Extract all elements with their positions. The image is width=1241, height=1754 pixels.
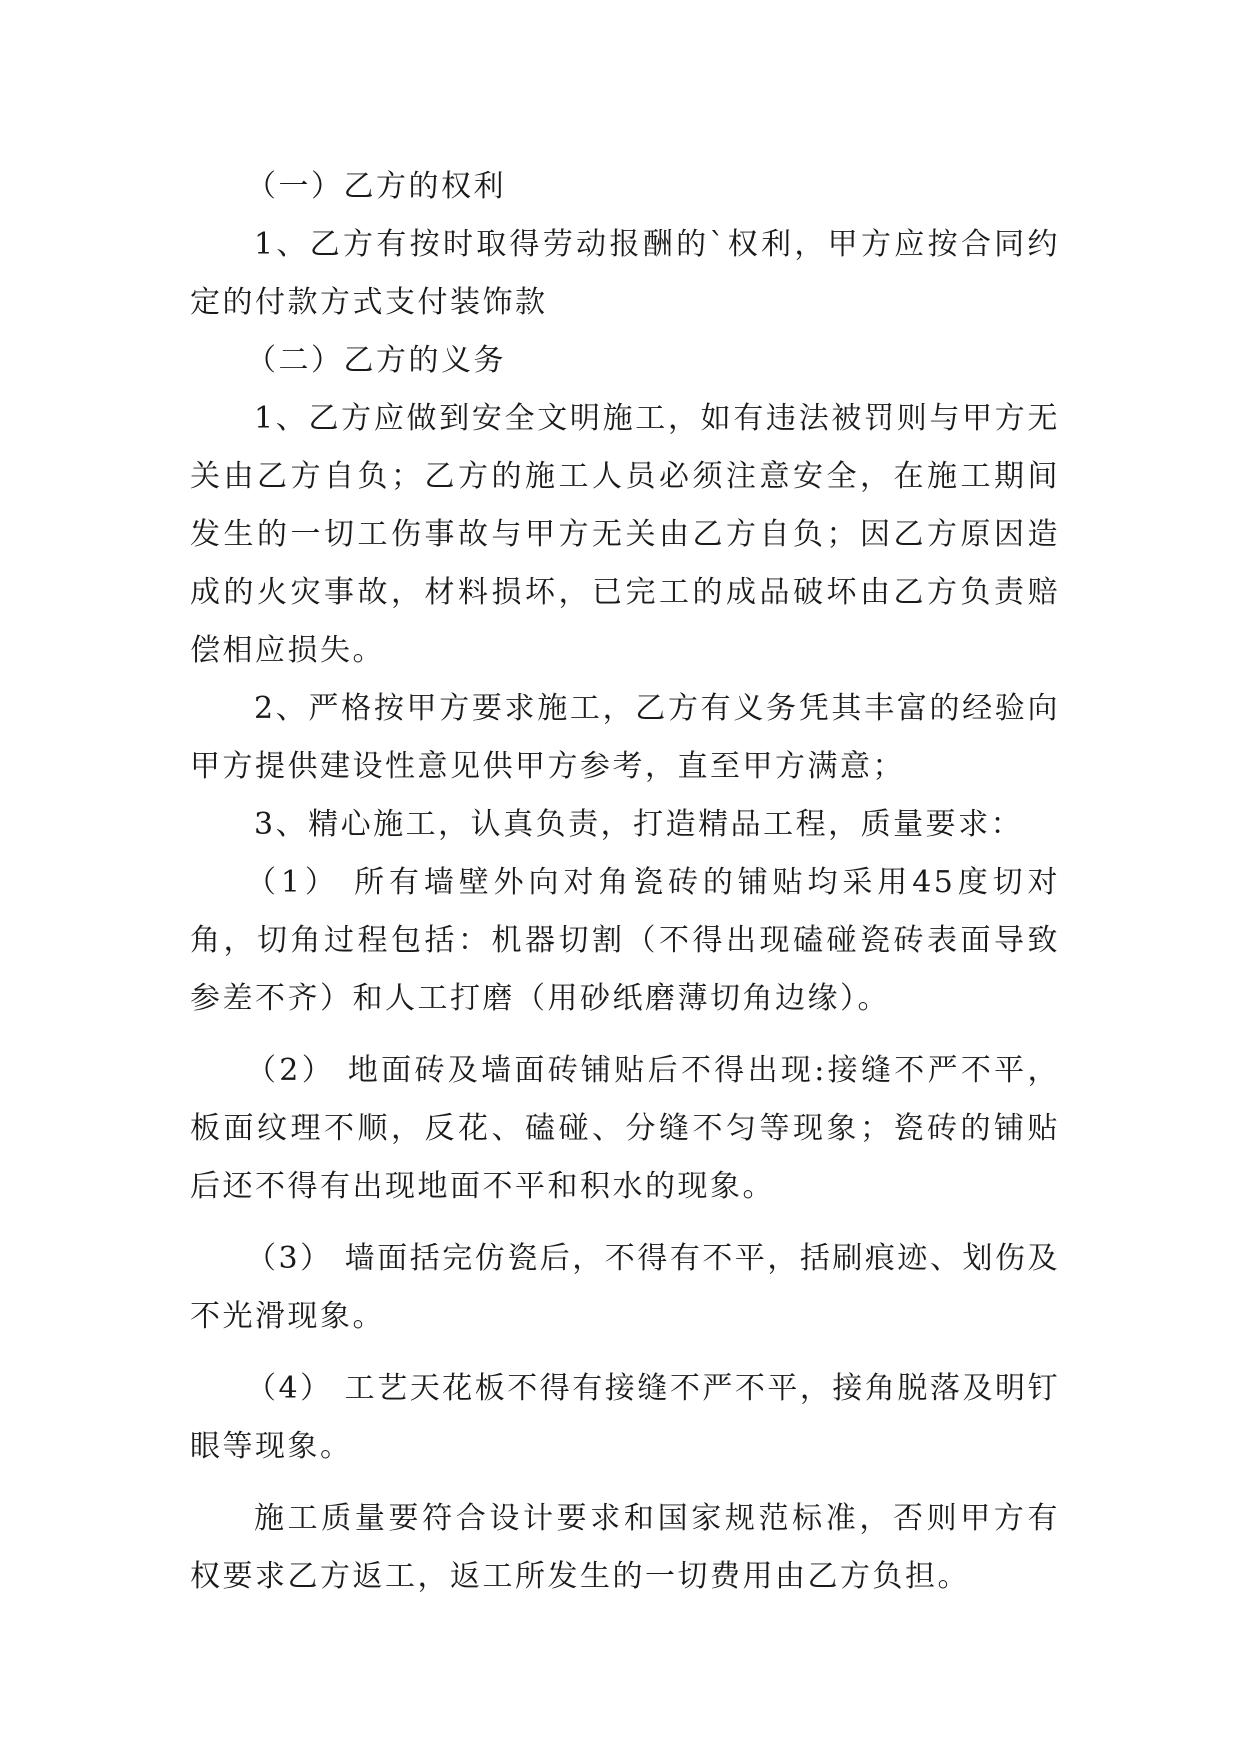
quality-item-2: （2） 地面砖及墙面砖铺贴后不得出现:接缝不严不平，板面纹理不顺，反花、磕碰、分缝不匀等现象；瓷砖的铺贴后还不得有出现地面不平和积水的现象。 (190, 1053, 1060, 1204)
paragraph-quality-standard: 施工质量要符合设计要求和国家规范标准，否则甲方有权要求乙方返工，返工所发生的一切费用由乙方负担。 (190, 1501, 1060, 1594)
document-body (190, 158, 1060, 1606)
paragraph-obligations-2: 2、严格按甲方要求施工，乙方有义务凭其丰富的经验向甲方提供建设性意见供甲方参考，直至甲方满意； (190, 691, 1060, 784)
paragraph-obligations-3: 3、精心施工，认真负责，打造精品工程，质量要求： (254, 807, 1024, 842)
quality-item-1: （1） 所有墙壁外向对角瓷砖的铺贴均采用45度切对角，切角过程包括：机器切割（不得出现磕碰瓷砖表面导致参差不齐）和人工打磨（用砂纸磨薄切角边缘）。 (190, 865, 1060, 1016)
paragraph-obligations-1: 1、乙方应做到安全文明施工，如有违法被罚则与甲方无关由乙方自负；乙方的施工人员必须注意安全，在施工期间发生的一切工伤事故与甲方无关由乙方自负；因乙方原因造成的火灾事故，材料损坏，已完工的成品破坏由乙方负责赔偿相应损失。 (190, 401, 1060, 668)
quality-item-4: （4） 工艺天花板不得有接缝不严不平，接角脱落及明钉眼等现象。 (190, 1371, 1060, 1464)
section-heading-rights: （一）乙方的权利 (246, 169, 506, 204)
quality-item-3: （3） 墙面括完仿瓷后，不得有不平，括刷痕迹、划伤及不光滑现象。 (190, 1241, 1060, 1334)
section-heading-obligations: （二）乙方的义务 (246, 343, 506, 378)
paragraph-rights-1: 1、乙方有按时取得劳动报酬的`权利，甲方应按合同约定的付款方式支付装饰款 (190, 227, 1060, 320)
